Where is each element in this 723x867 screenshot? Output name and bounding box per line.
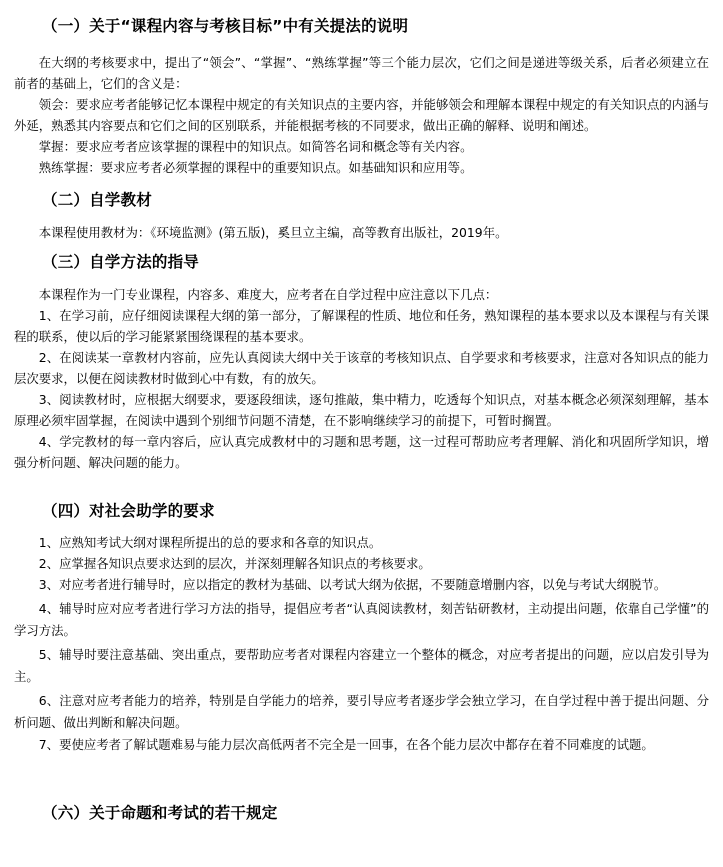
paragraph: 2、在阅读某一章教材内容前，应先认真阅读大纲中关于该章的考核知识点、自学要求和考核要求，注意对各知识点的能力层次要求，以便在阅读教材时做到心中有数，有的放矢。 xyxy=(14,350,709,386)
section-heading: （三）自学方法的指导 xyxy=(42,253,200,271)
paragraph: 3、阅读教材时，应根据大纲要求，要逐段细读，逐句推敲，集中精力，吃透每个知识点，对基本概念必须深刻理解，基本原理必须牢固掌握，在阅读中遇到个别细节问题不清楚，在不影响继续学习的前提下，可暂时搁置。 xyxy=(14,392,709,428)
paragraph: 3、对应考者进行辅导时，应以指定的教材为基础、以考试大纲为依据，不要随意增删内容，以免与考试大纲脱节。 xyxy=(38,577,667,592)
paragraph: 4、学完教材的每一章内容后，应认真完成教材中的习题和思考题，这一过程可帮助应考者理解、消化和巩固所学知识，增强分析问题、解决问题的能力。 xyxy=(14,434,709,470)
paragraph: 2、应掌握各知识点要求达到的层次，并深刻理解各知识点的考核要求。 xyxy=(38,556,431,571)
section-study-methods xyxy=(14,250,709,473)
paragraph: 6、注意对应考者能力的培养，特别是自学能力的培养，要引导应考者逐步学会独立学习，在自学过程中善于提出问题、分析问题、做出判断和解决问题。 xyxy=(14,693,709,730)
section-heading: （四）对社会助学的要求 xyxy=(42,502,215,520)
paragraph: 7、要使应考者了解试题难易与能力层次高低两者不完全是一回事，在各个能力层次中都存在着不同难度的试题。 xyxy=(38,736,654,752)
section-textbook xyxy=(14,188,709,243)
paragraph: 掌握：要求应考者应该掌握的课程中的知识点。如简答名词和概念等有关内容。 xyxy=(38,139,473,154)
section-body xyxy=(14,284,709,473)
section-body xyxy=(14,532,709,755)
document-page xyxy=(0,14,723,825)
paragraph: 1、在学习前，应仔细阅读课程大纲的第一部分，了解课程的性质、地位和任务，熟知课程的基本要求以及本课程与有关课程的联系，使以后的学习能紧紧围绕课程的基本要求。 xyxy=(14,308,709,344)
paragraph: 本课程使用教材为：《环境监测》(第五版)，奚旦立主编，高等教育出版社，2019年。 xyxy=(38,225,508,240)
paragraph: 在大纲的考核要求中，提出了“领会”、“掌握”、“熟练掌握”等三个能力层次，它们之间是递进等级关系，后者必须建立在前者的基础上，它们的含义是： xyxy=(14,55,709,91)
section-heading: （二）自学教材 xyxy=(42,191,152,209)
paragraph: 领会：要求应考者能够记忆本课程中规定的有关知识点的主要内容，并能够领会和理解本课程中规定的有关知识点的内涵与外延，熟悉其内容要点和它们之间的区别联系，并能根据考核的不同要求，做出正确的解释、说明和阐述。 xyxy=(14,97,709,133)
section-social-tutoring xyxy=(14,499,709,755)
section-exam-regulations xyxy=(14,801,709,825)
paragraph: 5、辅导时要注意基础、突出重点，要帮助应考者对课程内容建立一个整体的概念，对应考者提出的问题，应以启发引导为主。 xyxy=(14,647,709,684)
paragraph: 1、应熟知考试大纲对课程所提出的总的要求和各章的知识点。 xyxy=(38,535,382,550)
section-heading: （一）关于“课程内容与考核目标”中有关提法的说明 xyxy=(42,17,409,35)
paragraph: 熟练掌握：要求应考者必须掌握的课程中的重要知识点。如基础知识和应用等。 xyxy=(38,160,473,175)
section-body xyxy=(14,52,709,178)
paragraph: 本课程作为一门专业课程，内容多、难度大，应考者在自学过程中应注意以下几点： xyxy=(38,287,498,302)
paragraph: 4、辅导时应对应考者进行学习方法的指导，提倡应考者“认真阅读教材，刻苦钻研教材，主动提出问题，依靠自己学懂”的学习方法。 xyxy=(14,601,709,638)
section-course-content-explanation xyxy=(14,14,709,178)
section-heading: （六）关于命题和考试的若干规定 xyxy=(42,803,278,822)
section-body xyxy=(14,222,709,243)
